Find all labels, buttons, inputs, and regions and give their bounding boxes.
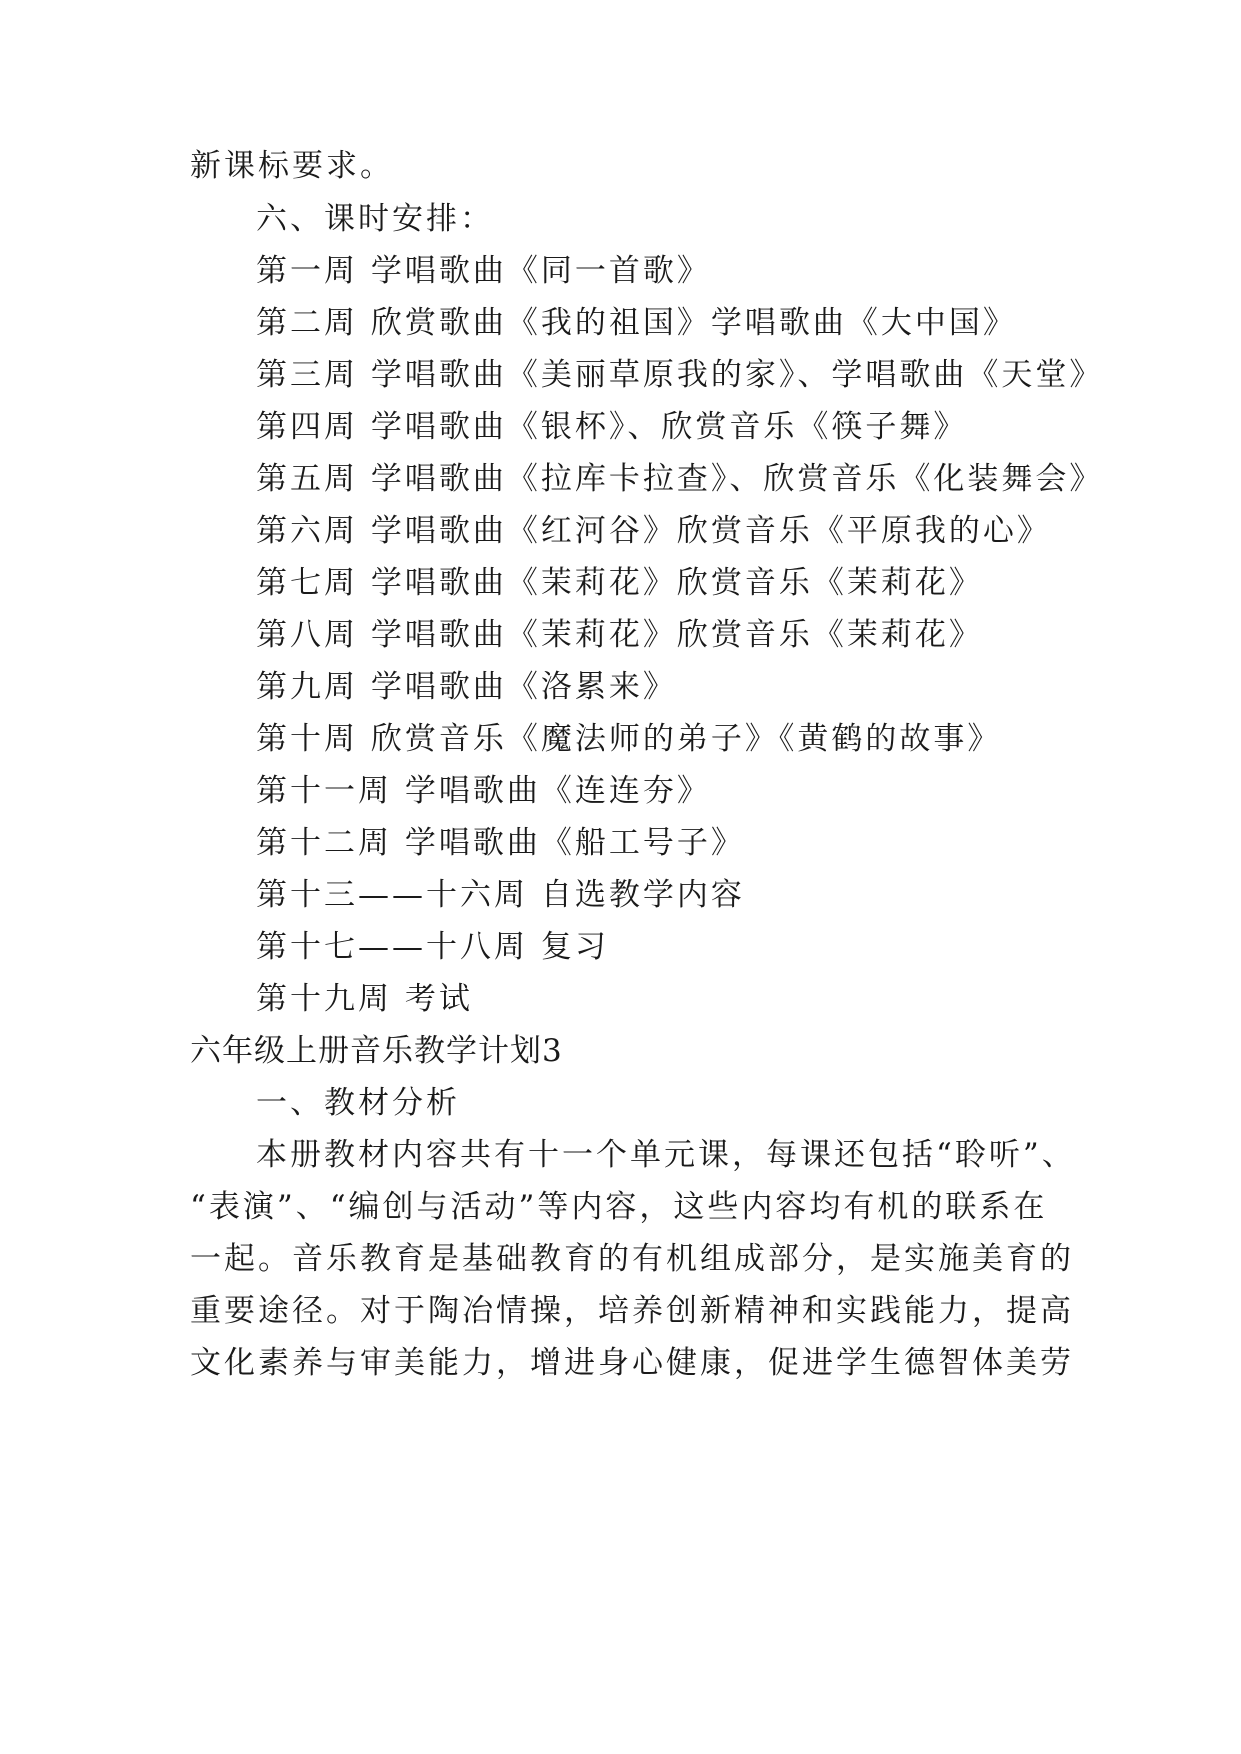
paragraph-line-5: 文化素养与审美能力，增进身心健康，促进学生德智体美劳 (190, 1345, 1074, 1381)
schedule-item-week-10: 第十周 欣赏音乐《魔法师的弟子》《黄鹤的故事》 (256, 721, 1002, 757)
schedule-heading: 六、课时安排： (256, 201, 494, 237)
schedule-item-week-13-16: 第十三——十六周 自选教学内容 (256, 877, 745, 913)
schedule-item-week-12: 第十二周 学唱歌曲《船工号子》 (256, 825, 745, 861)
schedule-item-week-9: 第九周 学唱歌曲《洛累来》 (256, 669, 677, 705)
schedule-item-week-19: 第十九周 考试 (256, 981, 473, 1017)
paragraph-line-4: 重要途径。对于陶冶情操，培养创新精神和实践能力，提高 (190, 1293, 1074, 1329)
schedule-item-week-4: 第四周 学唱歌曲《银杯》、欣赏音乐《筷子舞》 (256, 409, 968, 445)
schedule-item-week-11: 第十一周 学唱歌曲《连连夯》 (256, 773, 711, 809)
schedule-item-week-6: 第六周 学唱歌曲《红河谷》欣赏音乐《平原我的心》 (256, 513, 1051, 549)
schedule-item-week-7: 第七周 学唱歌曲《茉莉花》欣赏音乐《茉莉花》 (256, 565, 983, 601)
intro-tail-text: 新课标要求。 (190, 148, 394, 184)
schedule-item-week-5: 第五周 学唱歌曲《拉库卡拉查》、欣赏音乐《化装舞会》 (256, 461, 1104, 497)
schedule-item-week-3: 第三周 学唱歌曲《美丽草原我的家》、学唱歌曲《天堂》 (256, 357, 1104, 393)
section-title: 六年级上册音乐教学计划3 (190, 1033, 563, 1069)
schedule-item-week-17-18: 第十七——十八周 复习 (256, 929, 609, 965)
paragraph-line-3: 一起。音乐教育是基础教育的有机组成部分，是实施美育的 (190, 1241, 1074, 1277)
schedule-item-week-2: 第二周 欣赏歌曲《我的祖国》学唱歌曲《大中国》 (256, 305, 1017, 341)
paragraph-line-1: 本册教材内容共有十一个单元课，每课还包括“聆听”、 (256, 1137, 1076, 1173)
schedule-item-week-8: 第八周 学唱歌曲《茉莉花》欣赏音乐《茉莉花》 (256, 617, 983, 653)
paragraph-line-2: “表演”、“编创与活动”等内容，这些内容均有机的联系在 (190, 1189, 1048, 1225)
subsection-heading: 一、教材分析 (256, 1085, 460, 1121)
schedule-item-week-1: 第一周 学唱歌曲《同一首歌》 (256, 253, 711, 289)
